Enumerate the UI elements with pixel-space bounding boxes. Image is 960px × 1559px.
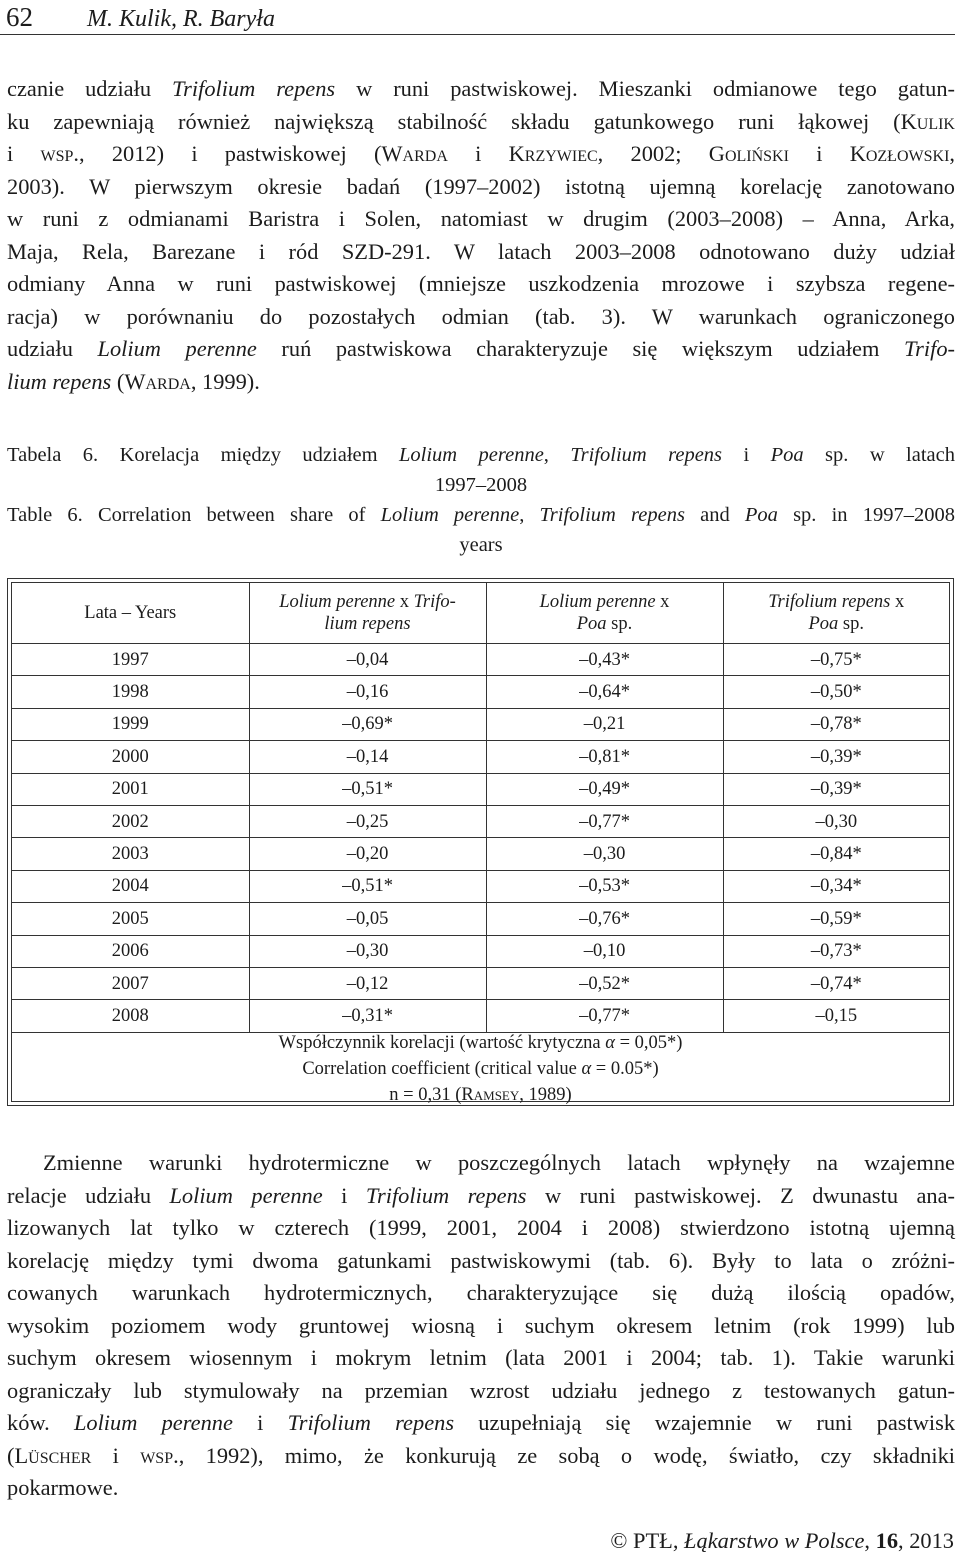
trifolium-poa-cell: –0,39*	[723, 773, 949, 805]
lolium-poa-cell: –0,77*	[486, 1000, 723, 1032]
trifolium-poa-cell: –0,75*	[723, 644, 949, 676]
year-cell: 1997	[12, 644, 249, 676]
lolium-trifolium-cell: –0,05	[249, 903, 486, 935]
lolium-poa-cell: –0,21	[486, 708, 723, 740]
lolium-trifolium-cell: –0,04	[249, 644, 486, 676]
lolium-poa-cell: –0,52*	[486, 967, 723, 999]
text-line: pokarmowe.	[7, 1475, 119, 1500]
text-line: 2003). W pierwszym okresie badań (1997–2002) istotną ujemną korelację zanotowano	[7, 173, 955, 199]
text-line: suchym okresem wiosennym i mokrym letnim (lata 2001 i 2004; tab. 1). Takie warunki	[7, 1345, 955, 1370]
text-line: lizowanych lat tylko w czterech (1999, 2001, 2004 i 2008) stwierdzono istotną ujemną	[7, 1215, 955, 1240]
trifolium-poa-cell: –0,34*	[723, 870, 949, 902]
running-authors: M. Kulik, R. Baryła	[87, 6, 275, 32]
text-line: i wsp., 2012) i pastwiskowej (Warda i Krzywiec, 2002; Goliński i Kozłowski,	[7, 141, 956, 166]
caption-pl: Tabela 6. Korelacja między udziałem Lolium perenne, Trifolium repens i Poa sp. w latach	[7, 444, 955, 466]
table-row	[12, 644, 949, 676]
paragraph-1	[7, 73, 955, 398]
lolium-trifolium-cell: –0,30	[249, 935, 486, 967]
trifolium-poa-cell: –0,78*	[723, 708, 949, 740]
col-header-trifolium-poa: Trifolium repens x Poa sp.	[723, 583, 949, 644]
text-line: cowanych warunkach hydrotermicznych, charakteryzujące się dużą ilością opadów,	[7, 1280, 955, 1305]
trifolium-poa-cell: –0,30	[723, 805, 949, 837]
lolium-trifolium-cell: –0,51*	[249, 870, 486, 902]
caption-en-years: years	[459, 534, 503, 556]
lolium-trifolium-cell: –0,14	[249, 741, 486, 773]
lolium-trifolium-cell: –0,31*	[249, 1000, 486, 1032]
correlation-table	[7, 578, 954, 1106]
text-line: udziału Lolium perenne ruń pastwiskowa charakteryzuje się większym udziałem Trifo-	[7, 336, 955, 361]
table-caption	[7, 440, 955, 560]
footnote-n: n = 0,31 (Ramsey, 1989)	[389, 1085, 572, 1105]
lolium-poa-cell: –0,64*	[486, 676, 723, 708]
data-table	[12, 583, 949, 1033]
year-cell: 2000	[12, 741, 249, 773]
table-inner-frame	[11, 582, 950, 1105]
text-line: relacje udziału Lolium perenne i Trifolium repens w runi pastwiskowej. Z dwunastu ana-	[7, 1182, 956, 1208]
year-cell: 2006	[12, 935, 249, 967]
lolium-trifolium-cell: –0,69*	[249, 708, 486, 740]
lolium-poa-cell: –0,49*	[486, 773, 723, 805]
year-cell: 2008	[12, 1000, 249, 1032]
text-line: (Lüscher i wsp., 1992), mimo, że konkurują ze sobą o wodę, światło, czy składniki	[7, 1442, 956, 1468]
table-row	[12, 1000, 949, 1032]
footer-citation: © PTŁ, Łąkarstwo w Polsce, 16, 2013	[610, 1528, 954, 1553]
table-row	[12, 838, 949, 870]
col-header-years: Lata – Years	[12, 583, 249, 644]
text-line: odmiany Anna w runi pastwiskowej (mniejsze uszkodzenia mrozowe i szybsza regene-	[7, 271, 955, 296]
text-line: ograniczały lub stymulowały na przemian wzrost udziału jednego z testowanych gatun-	[7, 1377, 955, 1403]
table-row	[12, 935, 949, 967]
table-row	[12, 967, 949, 999]
year-cell: 2007	[12, 967, 249, 999]
text-line: Zmienne warunki hydrotermiczne w poszczególnych latach wpłynęły na wzajemne	[43, 1150, 955, 1175]
lolium-trifolium-cell: –0,16	[249, 676, 486, 708]
year-cell: 2004	[12, 870, 249, 902]
text-line: ków. Lolium perenne i Trifolium repens uzupełniają się wzajemnie w runi pastwisk	[7, 1410, 956, 1435]
trifolium-poa-cell: –0,59*	[723, 903, 949, 935]
header-row	[12, 583, 949, 644]
trifolium-poa-cell: –0,39*	[723, 741, 949, 773]
page-number: 62	[6, 2, 33, 32]
table-row	[12, 903, 949, 935]
lolium-trifolium-cell: –0,51*	[249, 773, 486, 805]
table-row	[12, 805, 949, 837]
table-row	[12, 773, 949, 805]
trifolium-poa-cell: –0,74*	[723, 967, 949, 999]
year-cell: 2005	[12, 903, 249, 935]
lolium-poa-cell: –0,53*	[486, 870, 723, 902]
lolium-poa-cell: –0,77*	[486, 805, 723, 837]
lolium-poa-cell: –0,81*	[486, 741, 723, 773]
year-cell: 2003	[12, 838, 249, 870]
col-header-lolium-trifolium: Lolium perenne x Trifo- lium repens	[249, 583, 486, 644]
footnote-pl: Współczynnik korelacji (wartość krytyczna α = 0,05*)	[278, 1033, 683, 1053]
text-line: Maja, Rela, Barezane i ród SZD-291. W latach 2003–2008 odnotowano duży udział	[7, 238, 955, 264]
text-line: ku zapewniają również największą stabilność składu gatunkowego runi łąkowej (Kulik	[7, 108, 955, 134]
header-rule	[0, 34, 955, 35]
lolium-poa-cell: –0,10	[486, 935, 723, 967]
trifolium-poa-cell: –0,84*	[723, 838, 949, 870]
year-cell: 2001	[12, 773, 249, 805]
year-cell: 1999	[12, 708, 249, 740]
footnote-en: Correlation coefficient (critical value α = 0.05*)	[302, 1059, 659, 1079]
trifolium-poa-cell: –0,50*	[723, 676, 949, 708]
text-line: czanie udziału Trifolium repens w runi pastwiskowej. Mieszanki odmianowe tego gatun-	[7, 76, 955, 101]
paragraph-2	[7, 1147, 955, 1505]
trifolium-poa-cell: –0,15	[723, 1000, 949, 1032]
table-row	[12, 870, 949, 902]
table-row	[12, 741, 949, 773]
lolium-trifolium-cell: –0,25	[249, 805, 486, 837]
lolium-trifolium-cell: –0,20	[249, 838, 486, 870]
table-row	[12, 708, 949, 740]
text-line: korelację między tymi dwoma gatunkami pastwiskowymi (tab. 6). Były to lata o zróżni-	[7, 1247, 955, 1273]
lolium-trifolium-cell: –0,12	[249, 967, 486, 999]
year-cell: 1998	[12, 676, 249, 708]
lolium-poa-cell: –0,30	[486, 838, 723, 870]
caption-pl-years: 1997–2008	[434, 474, 528, 496]
text-line: w runi z odmianami Baristra i Solen, natomiast w drugim (2003–2008) – Anna, Arka,	[7, 206, 955, 231]
text-line: racja) w porównaniu do pozostałych odmian (tab. 3). W warunkach ograniczonego	[7, 303, 955, 329]
table-row	[12, 676, 949, 708]
col-header-lolium-poa: Lolium perenne x Poa sp.	[486, 583, 723, 644]
running-header	[0, 0, 960, 36]
table-footnote	[12, 1030, 949, 1108]
trifolium-poa-cell: –0,73*	[723, 935, 949, 967]
lolium-poa-cell: –0,43*	[486, 644, 723, 676]
lolium-poa-cell: –0,76*	[486, 903, 723, 935]
year-cell: 2002	[12, 805, 249, 837]
caption-en: Table 6. Correlation between share of Lolium perenne, Trifolium repens and Poa sp. in 1997–2008	[7, 504, 955, 526]
text-line: lium repens (Warda, 1999).	[7, 368, 260, 394]
text-line: wysokim poziomem wody gruntowej wiosną i suchym okresem letnim (rok 1999) lub	[7, 1312, 955, 1338]
